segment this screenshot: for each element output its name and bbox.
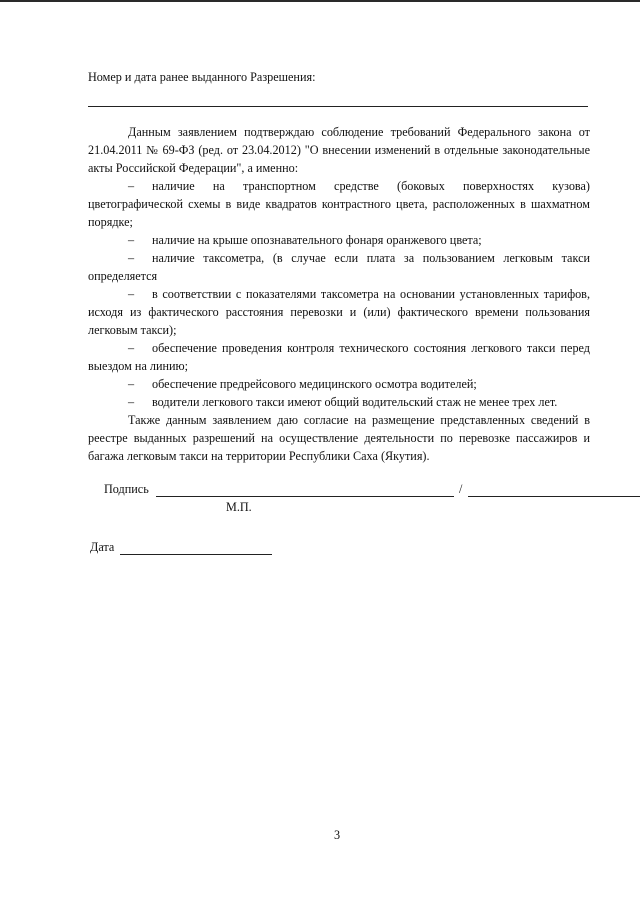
- document-body: [88, 68, 590, 465]
- date-label: Дата: [90, 540, 115, 554]
- declaration-paragraph: Данным заявлением подтверждаю соблюдение требований Федерального закона от 21.04.2011 № 69-ФЗ (ред. от 23.04.2012) "О внесении изменений в отдельные законодательные акты Российской Федерации", а именно:: [88, 125, 590, 175]
- signature-label: Подпись: [104, 482, 149, 496]
- list-item: [88, 177, 590, 231]
- list-item: [88, 393, 590, 411]
- previous-permit-label: Номер и дата ранее выданного Разрешения:: [88, 70, 316, 84]
- stamp-place-label: М.П.: [226, 500, 252, 514]
- list-item-text: обеспечение предрейсового медицинского осмотра водителей;: [152, 377, 477, 391]
- consent-paragraph: Также данным заявлением даю согласие на размещение представленных сведений в реестре выданных разрешений на осуществление деятельности по перевозке пассажиров и багажа легковым такси на территории Республики Саха (Якутия).: [88, 413, 590, 463]
- list-dash: –: [128, 287, 135, 301]
- signature-name-line: [468, 496, 640, 497]
- list-item-text: водители легкового такси имеют общий водительский стаж не менее трех лет.: [152, 395, 558, 409]
- list-item: [88, 375, 590, 393]
- list-item: [88, 339, 590, 375]
- list-dash: –: [128, 251, 135, 265]
- list-dash: –: [128, 395, 135, 409]
- list-item: [88, 249, 590, 285]
- list-dash: –: [128, 341, 135, 355]
- list-dash: –: [128, 179, 135, 193]
- signature-line: [156, 496, 454, 497]
- list-dash: –: [128, 377, 135, 391]
- previous-permit-line: [88, 106, 588, 107]
- date-line: [120, 554, 272, 555]
- list-dash: –: [128, 233, 135, 247]
- page-number: 3: [334, 828, 341, 842]
- list-item-text: наличие таксометра, (в случае если плата за пользованием легковым такси определяется: [88, 251, 590, 283]
- requirements-list: [88, 177, 590, 411]
- list-item-text: в соответствии с показателями таксометра на основании установленных тарифов, исходя из фактического расстояния перевозки и (или) фактического времени пользования легковым такси);: [88, 287, 590, 337]
- date-row: [90, 540, 290, 560]
- signature-row: [104, 482, 584, 502]
- list-item-text: обеспечение проведения контроля технического состояния легкового такси перед выездом на линию;: [88, 341, 590, 373]
- list-item: [88, 285, 590, 339]
- scan-top-edge: [0, 0, 640, 2]
- list-item-text: наличие на крыше опознавательного фонаря оранжевого цвета;: [152, 233, 482, 247]
- signature-slash: /: [459, 482, 463, 496]
- list-item-text: наличие на транспортном средстве (боковых поверхностях кузова) цветографической схемы в виде квадратов контрастного цвета, расположенных в шахматном порядке;: [88, 179, 590, 229]
- list-item: [88, 231, 590, 249]
